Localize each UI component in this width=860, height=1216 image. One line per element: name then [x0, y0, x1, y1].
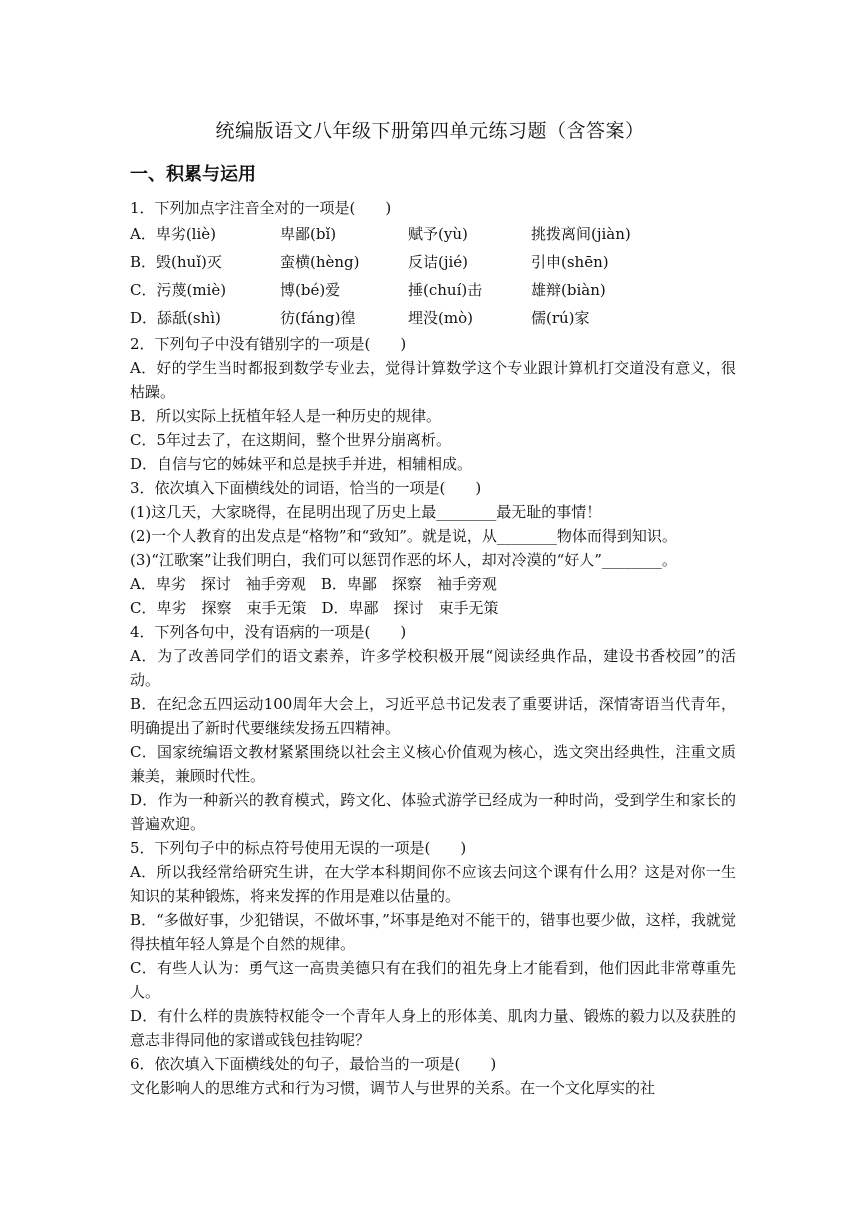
option-cell: A．卑劣(liè): [130, 225, 217, 243]
question-4-option-b: B．在纪念五四运动100周年大会上，习近平总书记发表了重要讲话，深情寄语当代青年，明确提出了新时代要继续发扬五四精神。: [130, 695, 736, 737]
question-6-passage: 文化影响人的思维方式和行为习惯，调节人与世界的关系。在一个文化厚实的社: [130, 1079, 656, 1097]
option-cell: 儒(rú)家: [531, 309, 590, 327]
option-cell: 卑鄙(bǐ): [280, 225, 337, 243]
option-cell: 引申(shēn): [531, 253, 609, 271]
option-cell: 赋予(yù): [408, 225, 468, 243]
question-5-option-d: D．有什么样的贵族特权能令一个青年人身上的形体美、肌肉力量、锻炼的毅力以及获胜的意志非得同他的家谱或钱包挂钩呢？: [130, 1007, 736, 1049]
question-2-option-b: B．所以实际上抚植年轻人是一种历史的规律。: [130, 407, 442, 425]
option-cell: 彷(fáng)徨: [280, 309, 356, 327]
question-3-sentence-2: (2)一个人教育的出发点是“格物”和“致知”。就是说，从________物体而得到知识。: [130, 527, 677, 545]
question-5-stem: 5．下列句子中的标点符号使用无误的一项是( ): [130, 839, 467, 857]
question-4-stem: 4．下列各句中，没有语病的一项是( ): [130, 623, 407, 641]
question-4-option-a: A．为了改善同学们的语文素养，许多学校积极开展“阅读经典作品，建设书香校园”的活动。: [130, 647, 736, 689]
document-title: 统编版语文八年级下册第四单元练习题（含答案）: [215, 120, 645, 142]
question-2-option-d: D．自信与它的姊妹平和总是挟手并进，相辅相成。: [130, 455, 473, 473]
option-cell: 捶(chuí)击: [408, 281, 483, 299]
question-5-option-c: C．有些人认为：勇气这一高贵美德只有在我们的祖先身上才能看到，他们因此非常尊重先人。: [130, 959, 736, 1001]
question-5-option-b: B．“多做好事，少犯错误，不做坏事，”坏事是绝对不能干的，错事也要少做，这样，我就觉得扶植年轻人算是个自然的规律。: [130, 911, 736, 953]
option-cell: 埋没(mò): [408, 309, 473, 327]
question-4-option-c: C．国家统编语文教材紧紧围绕以社会主义核心价值观为核心，选文突出经典性，注重文质兼美，兼顾时代性。: [130, 743, 736, 785]
question-3-options-cd: C．卑劣 探察 束手无策 D．卑鄙 探讨 束手无策: [130, 599, 499, 617]
question-1-row-d: [130, 304, 736, 332]
option-cell: C．污蔑(miè): [130, 281, 227, 299]
option-cell: 博(bé)爱: [280, 281, 341, 299]
question-3-options-ab: A．卑劣 探讨 袖手旁观 B．卑鄙 探察 袖手旁观: [130, 575, 497, 593]
option-cell: D．舔舐(shì): [130, 309, 221, 327]
option-cell: B．毁(huǐ)灭: [130, 253, 222, 271]
question-1-stem: 1．下列加点字注音全对的一项是( ): [130, 199, 392, 217]
question-5-option-a: A．所以我经常给研究生讲，在大学本科期间你不应该去问这个课有什么用？这是对你一生知识的某种锻炼，将来发挥的作用是难以估量的。: [130, 863, 736, 905]
question-2-stem: 2．下列句子中没有错别字的一项是( ): [130, 335, 407, 353]
question-list: [130, 196, 736, 1100]
question-2-option-c: C．5年过去了，在这期间，整个世界分崩离析。: [130, 431, 452, 449]
question-6-stem: 6．依次填入下面横线处的句子，最恰当的一项是( ): [130, 1055, 497, 1073]
option-cell: 反诘(jié): [408, 253, 469, 271]
question-2-option-a: A．好的学生当时都报到数学专业去，觉得计算数学这个专业跟计算机打交道没有意义，很枯躁。: [130, 359, 736, 401]
question-3-stem: 3．依次填入下面横线处的词语，恰当的一项是( ): [130, 479, 482, 497]
option-cell: 蛮横(hèng): [280, 253, 360, 271]
question-3-sentence-1: (1)这几天，大家晓得，在昆明出现了历史上最________最无耻的事情！: [130, 503, 602, 521]
option-cell: 挑拨离间(jiàn): [531, 225, 631, 243]
question-1-row-b: [130, 248, 736, 276]
question-1-row-c: [130, 276, 736, 304]
question-1-row-a: [130, 220, 736, 248]
question-4-option-d: D．作为一种新兴的教育模式，跨文化、体验式游学已经成为一种时尚，受到学生和家长的普遍欢迎。: [130, 791, 736, 833]
section-heading: 一、积累与运用: [130, 164, 256, 185]
question-3-sentence-3: (3)“江歌案”让我们明白，我们可以惩罚作恶的坏人，却对冷漠的“好人”________。: [130, 551, 677, 569]
option-cell: 雄辩(biàn): [531, 281, 606, 299]
